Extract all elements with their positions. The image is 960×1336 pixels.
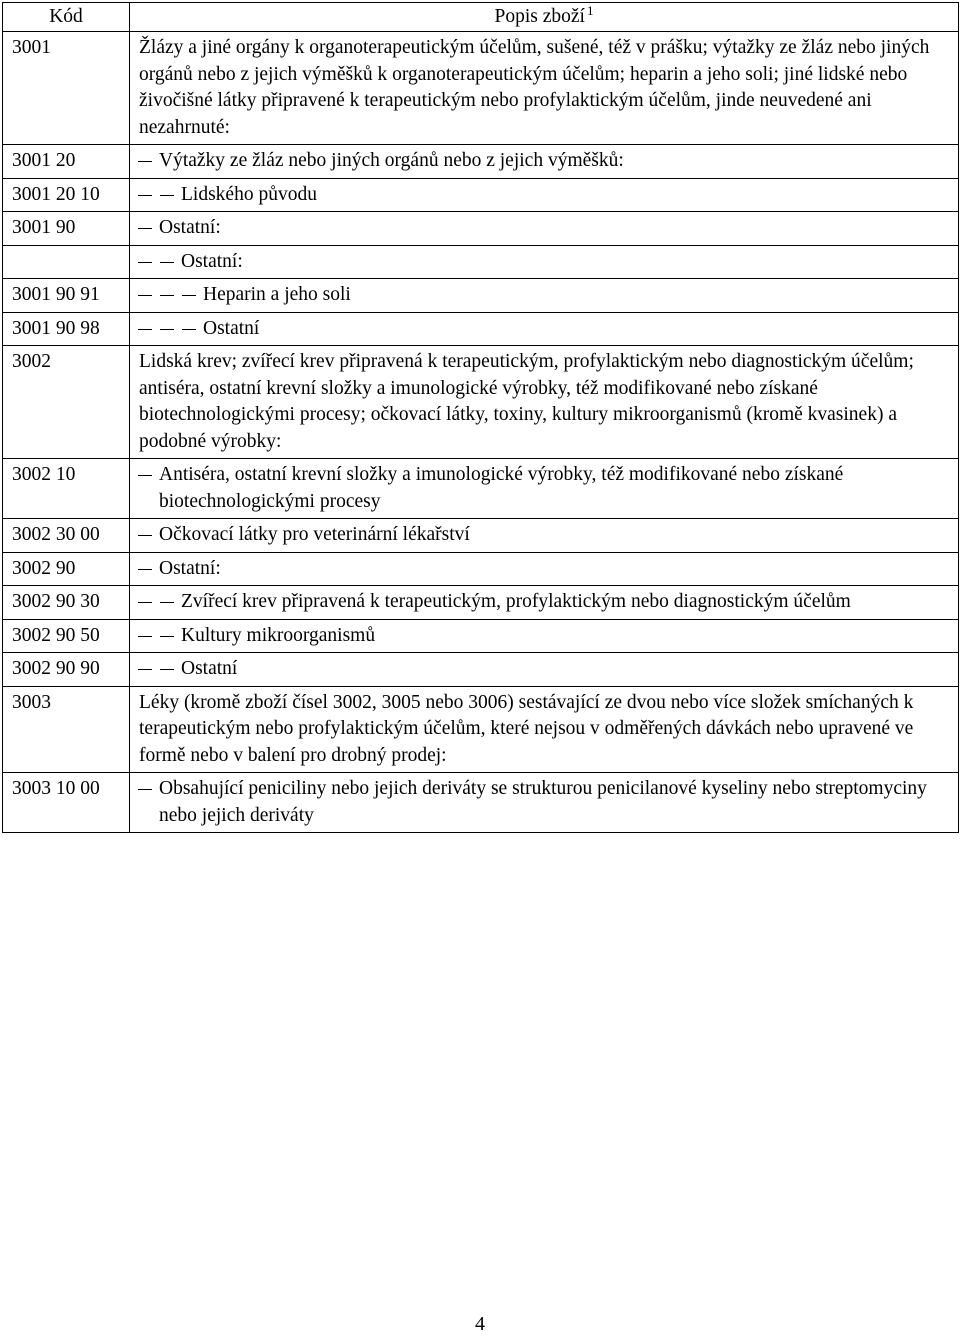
tariff-table: [2, 2, 959, 833]
indent-dashes: [138, 589, 178, 603]
description-content: [138, 690, 950, 770]
page-number: 4: [475, 1313, 485, 1335]
cell-description: [130, 773, 959, 833]
indent-dash-icon: [182, 295, 196, 296]
table-row: [3, 346, 959, 459]
table-row: [3, 245, 959, 279]
indent-dash-icon: [138, 329, 152, 330]
table-row: [3, 773, 959, 833]
cell-description: [130, 312, 959, 346]
indent-dash-icon: [160, 636, 174, 637]
indent-dash-icon: [138, 161, 152, 162]
description-text: Léky (kromě zboží čísel 3002, 3005 nebo 3006) sestávající ze dvou nebo více složek smíchaných k terapeutickým nebo profylaktickým účelům, které nejsou v odměřených dávkách nebo upravené ve formě nebo v balení pro drobný prodej:: [139, 691, 914, 766]
cell-code: 3001: [3, 32, 130, 145]
indent-dash-icon: [138, 228, 152, 229]
description-content: [138, 316, 950, 343]
table-row: [3, 519, 959, 553]
indent-dash-icon: [138, 569, 152, 570]
table-row: [3, 279, 959, 313]
indent-dash-icon: [182, 329, 196, 330]
indent-dash-icon: [138, 669, 152, 670]
indent-dash-icon: [138, 602, 152, 603]
description-content: [138, 522, 950, 549]
description-text: Lidského původu: [181, 183, 317, 205]
indent-dash-icon: [160, 669, 174, 670]
indent-dash-icon: [160, 195, 174, 196]
table-row: [3, 653, 959, 687]
cell-description: [130, 32, 959, 145]
indent-dashes: [138, 776, 156, 790]
cell-code: 3001 90 91: [3, 279, 130, 313]
indent-dash-icon: [138, 535, 152, 536]
cell-description: [130, 212, 959, 246]
table-row: [3, 312, 959, 346]
description-text: Heparin a jeho soli: [203, 284, 351, 305]
description-text: Lidská krev; zvířecí krev připravená k terapeutickým, profylaktickým nebo diagnostickým účelům; antiséra, ostatní krevní složky a imunologické výrobky, též modifikované nebo získané biotechnologickými procesy; očkovací látky, toxiny, kultury mikroorganismů (kromě kvasinek) a podobné výrobky:: [139, 351, 914, 452]
cell-description: [130, 279, 959, 313]
indent-dashes: [138, 623, 178, 637]
table-row: [3, 619, 959, 653]
cell-code: 3001 20 10: [3, 178, 130, 212]
table-row: [3, 586, 959, 620]
indent-dashes: [138, 556, 156, 570]
indent-dash-icon: [160, 295, 174, 296]
description-text: Zvířecí krev připravená k terapeutickým, profylaktickým nebo diagnostickým účelům: [181, 591, 851, 612]
column-header-description: [130, 3, 959, 32]
description-text: Ostatní:: [159, 217, 221, 238]
footnote-mark: 1: [586, 3, 594, 18]
table-header-row: [3, 3, 959, 32]
cell-code: 3001 90 98: [3, 312, 130, 346]
cell-description: [130, 586, 959, 620]
description-content: [138, 35, 950, 141]
description-text: Ostatní: [203, 317, 260, 339]
indent-dashes: [138, 462, 156, 476]
indent-dash-icon: [160, 602, 174, 603]
cell-code: 3002 90 30: [3, 586, 130, 620]
description-content: [138, 282, 950, 309]
indent-dashes: [138, 215, 156, 229]
indent-dashes: [138, 316, 200, 330]
cell-code: 3002 90 50: [3, 619, 130, 653]
table-row: [3, 32, 959, 145]
description-content: [138, 182, 950, 209]
indent-dash-icon: [138, 789, 152, 790]
indent-dashes: [138, 522, 156, 536]
table-row: [3, 552, 959, 586]
description-text: Antiséra, ostatní krevní složky a imunologické výrobky, též modifikované nebo získané biotechnologickými procesy: [159, 464, 844, 512]
description-content: [138, 148, 950, 175]
description-content: [138, 623, 950, 650]
cell-description: [130, 459, 959, 519]
indent-dash-icon: [138, 195, 152, 196]
description-content: [138, 589, 950, 616]
indent-dashes: [138, 148, 156, 162]
indent-dashes: [138, 282, 200, 296]
cell-description: [130, 245, 959, 279]
tariff-table-body: [3, 32, 959, 833]
description-text: Žlázy a jiné orgány k organoterapeutickým účelům, sušené, též v prášku; výtažky ze žláz nebo jiných orgánů nebo z jejich výměšků k organoterapeutickým účelům; heparin a jeho soli; jiné lidské nebo živočišné látky připravené k terapeutickým nebo profylaktickým účelům, jinde neuvedené ani nezahrnuté:: [139, 37, 930, 138]
description-content: [138, 349, 950, 455]
column-header-code: Kód: [3, 3, 130, 32]
table-row: [3, 459, 959, 519]
description-text: Ostatní:: [181, 250, 243, 272]
indent-dashes: [138, 249, 178, 263]
cell-code: [3, 245, 130, 279]
indent-dash-icon: [138, 636, 152, 637]
description-text: Ostatní: [181, 658, 238, 679]
indent-dash-icon: [138, 475, 152, 476]
description-text: Výtažky ze žláz nebo jiných orgánů nebo z jejich výměšků:: [159, 150, 624, 171]
cell-description: [130, 519, 959, 553]
indent-dashes: [138, 182, 178, 196]
cell-description: [130, 346, 959, 459]
description-content: [138, 556, 950, 583]
cell-description: [130, 552, 959, 586]
description-text: Obsahující peniciliny nebo jejich deriváty se strukturou penicilanové kyseliny nebo streptomyciny nebo jejich deriváty: [159, 778, 927, 826]
indent-dash-icon: [160, 329, 174, 330]
cell-description: [130, 178, 959, 212]
description-text: Očkovací látky pro veterinární lékařství: [159, 524, 470, 545]
cell-code: 3002 30 00: [3, 519, 130, 553]
table-row: [3, 145, 959, 179]
indent-dashes: [138, 656, 178, 670]
cell-code: 3002 90: [3, 552, 130, 586]
column-header-description-label: Popis zboží: [494, 6, 585, 27]
cell-code: 3002 10: [3, 459, 130, 519]
cell-code: 3003 10 00: [3, 773, 130, 833]
cell-code: 3001 90: [3, 212, 130, 246]
indent-dash-icon: [138, 295, 152, 296]
table-row: [3, 178, 959, 212]
indent-dash-icon: [160, 262, 174, 263]
table-row: [3, 212, 959, 246]
cell-description: [130, 653, 959, 687]
cell-code: 3002: [3, 346, 130, 459]
description-text: Ostatní:: [159, 557, 221, 579]
description-content: [138, 215, 950, 242]
description-content: [138, 249, 950, 276]
cell-description: [130, 145, 959, 179]
cell-code: 3001 20: [3, 145, 130, 179]
description-text: Kultury mikroorganismů: [181, 624, 376, 646]
description-content: [138, 776, 950, 829]
cell-code: 3002 90 90: [3, 653, 130, 687]
cell-code: 3003: [3, 686, 130, 773]
table-row: [3, 686, 959, 773]
cell-description: [130, 619, 959, 653]
cell-description: [130, 686, 959, 773]
indent-dash-icon: [138, 262, 152, 263]
description-content: [138, 656, 950, 683]
description-content: [138, 462, 950, 515]
